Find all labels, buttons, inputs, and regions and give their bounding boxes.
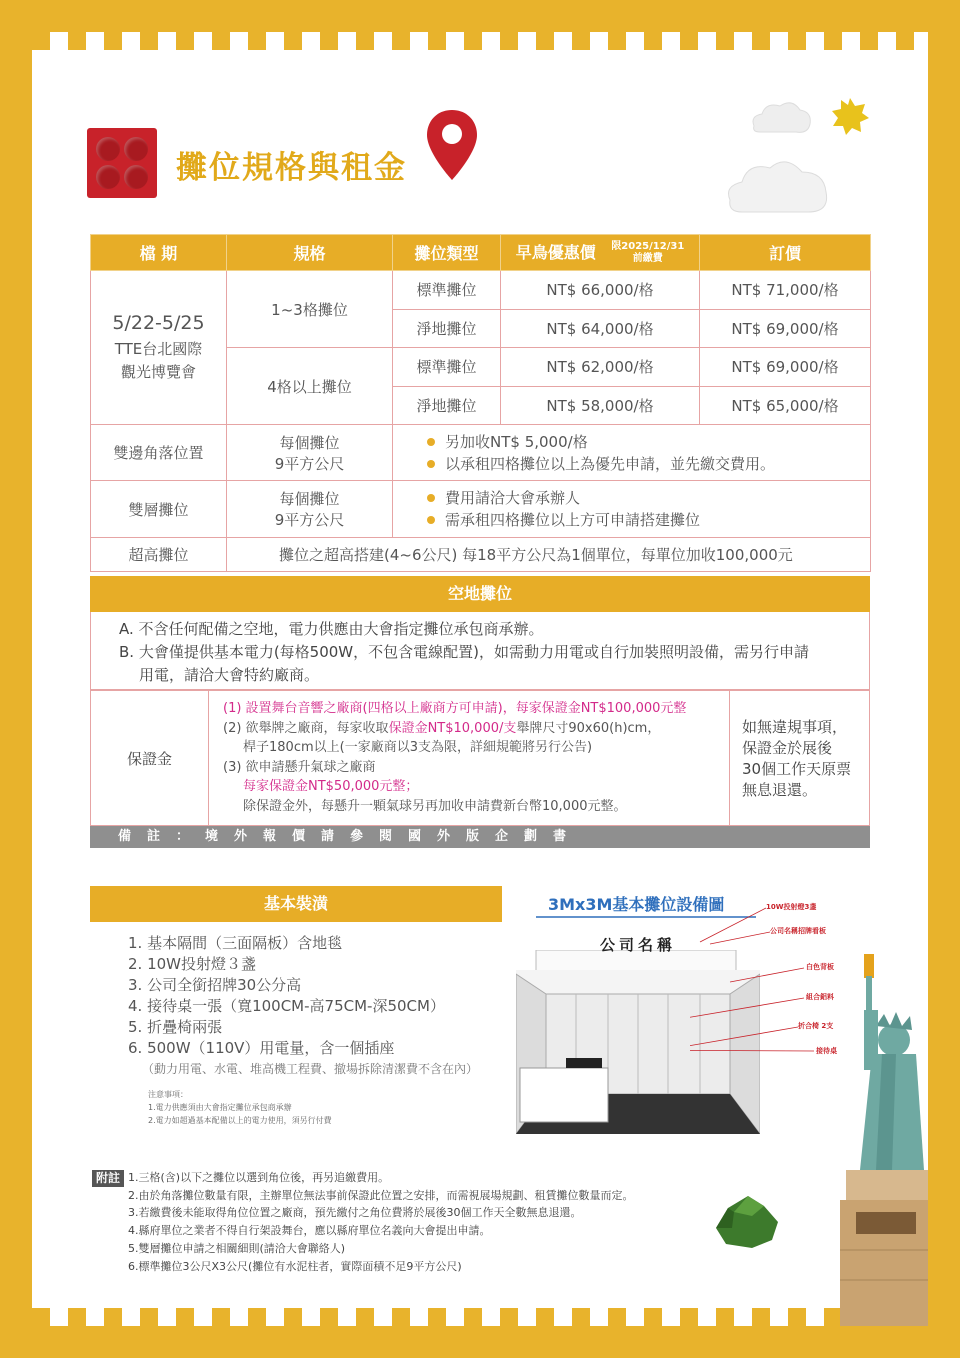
row-price: NT$ 71,000/格 [700, 271, 871, 310]
table-header-row [91, 235, 871, 271]
empty-space-box [90, 612, 870, 690]
cloud-icon [720, 150, 836, 220]
spec-1-3: 1~3格攤位 [227, 271, 393, 348]
list-item: 3.若繳費後未能取得角位位置之廠商，預先繳付之角位費將於展後30個工作天全數無息退還。 [128, 1206, 582, 1220]
deposit-line-5: 每家保證金NT$50,000元整； [243, 779, 419, 794]
list-item: 1. 基本隔間（三面隔板）含地毯 [128, 934, 343, 952]
deposit-line-4: (3) 欲申請懸升氣球之廠商 [223, 759, 376, 775]
double-row [91, 481, 871, 538]
deposit-box [90, 690, 870, 826]
corner-bullet-1: 另加收NT$ 5,000/格 [427, 431, 870, 453]
tall-text: 攤位之超高搭建(4~6公尺) 每18平方公尺為1個單位，每單位加收100,000元 [227, 538, 871, 572]
double-bullet-1: 費用請洽大會承辦人 [427, 487, 870, 509]
double-spec: 每個攤位 9平方公尺 [227, 481, 393, 538]
diagram-label: 公司名稱招牌看板 [770, 927, 826, 935]
basic-decor-notes: 注意事項： 1.電力供應須由大會指定攤位承包商承辦 2.電力如超過基本配備以上的電力使用，須另行付費 [148, 1090, 332, 1125]
list-item: 5.雙層攤位申請之相關細則(請洽大會聯絡人) [128, 1241, 346, 1255]
header-type: 攤位類型 [393, 235, 501, 271]
event-name-line-1: TTE台北國際 [114, 339, 203, 358]
lego-brick-icon [87, 128, 157, 198]
sun-icon [830, 96, 870, 136]
diagram-sign: 公司名稱 [600, 936, 677, 954]
row-price: NT$ 65,000/格 [700, 386, 871, 425]
double-notes [393, 481, 871, 538]
double-bullet-2: 需承租四格攤位以上方可申請搭建攤位 [427, 509, 870, 531]
row-early: NT$ 66,000/格 [501, 271, 700, 310]
list-item: 4.縣府單位之業者不得自行架設舞台，應以縣府單位名義向大會提出申請。 [128, 1224, 491, 1238]
deposit-line-6: 除保證金外，每懸升一顆氣球另再加收申請費新台幣10,000元整。 [243, 798, 627, 814]
header-early-label: 早鳥優惠價 [515, 242, 596, 262]
list-item: 2. 10W投射燈３盞 [128, 955, 256, 973]
list-item: 4. 接待桌一張（寬100CM-高75CM-深50CM） [128, 997, 445, 1015]
tall-label: 超高攤位 [91, 538, 227, 572]
event-date: 5/22-5/25 [112, 311, 205, 334]
event-name-line-2: 觀光博覽會 [120, 362, 196, 381]
corner-row [91, 425, 871, 481]
corner-spec: 每個攤位 9平方公尺 [227, 425, 393, 481]
table-row [91, 271, 871, 310]
list-item: 6.標準攤位3公尺X3公尺(攤位有水泥柱者，實際面積不足9平方公尺) [128, 1259, 462, 1273]
diagram-label: 白色背板 [806, 963, 834, 971]
tall-row [91, 538, 871, 572]
cloud-icon [746, 96, 816, 138]
header-price: 訂價 [700, 235, 871, 271]
row-type: 淨地攤位 [393, 309, 501, 348]
list-item: 3. 公司全銜招牌30公分高 [128, 976, 302, 994]
double-label: 雙層攤位 [91, 481, 227, 538]
notes-tag: 附註 [92, 1170, 124, 1187]
diagram-title: 3Mx3M基本攤位設備圖 [548, 895, 725, 914]
basic-decor-list [128, 933, 478, 1080]
notes-list [128, 1169, 634, 1275]
list-item-sub: （動力用電、水電、堆高機工程費、撤場拆除清潔費不含在內） [142, 1062, 479, 1076]
top-border-ticks [32, 32, 928, 50]
row-early: NT$ 62,000/格 [501, 348, 700, 387]
spec-4-plus: 4格以上攤位 [227, 348, 393, 425]
deposit-details [223, 699, 723, 816]
deposit-refund: 如無違規事項， 保證金於展後 30個工作天原票 無息退還。 [729, 691, 869, 825]
lego-bush-icon [712, 1192, 784, 1254]
deposit-line-1: (1) 設置舞台音響之廠商(四格以上廠商方可申請)，每家保證金NT$100,000元整 [223, 701, 687, 716]
row-early: NT$ 58,000/格 [501, 386, 700, 425]
remarks-bar: 備註：境外報價請參閱國外版企劃書 [90, 826, 870, 848]
corner-notes [393, 425, 871, 481]
empty-space-b-2: 用電，請洽大會特約廠商。 [139, 666, 320, 684]
basic-decor-title: 基本裝潢 [90, 886, 502, 922]
list-item: 6. 500W（110V）用電量，含一個插座 [128, 1039, 395, 1057]
diagram-leader-lines [690, 900, 860, 1060]
list-item: 2.由於角落攤位數量有限，主辦單位無法事前保證此位置之安排，而需視展場規劃、租賃攤位數量而定。 [128, 1188, 634, 1202]
map-pin-icon [424, 108, 480, 182]
row-type: 標準攤位 [393, 348, 501, 387]
header-early [501, 235, 700, 271]
corner-label: 雙邊角落位置 [91, 425, 227, 481]
list-item: 5. 折疊椅兩張 [128, 1018, 223, 1036]
empty-space-b-1: B. 大會僅提供基本電力(每格500W，不包含電線配置)，如需動力用電或自行加裝照明設備，需另行申請 [119, 643, 809, 661]
price-table [90, 234, 871, 572]
row-type: 標準攤位 [393, 271, 501, 310]
row-early: NT$ 64,000/格 [501, 309, 700, 348]
list-item: 1.三格(含)以下之攤位以選到角位後，再另追繳費用。 [128, 1171, 390, 1184]
header-early-note: 限2025/12/31 前繳費 [611, 241, 685, 265]
diagram-label: 10W投射燈3盞 [766, 903, 817, 911]
deposit-line-3: 桿子180cm以上(一家廠商以3支為限，詳細規範將另行公告) [243, 740, 593, 755]
empty-space-title: 空地攤位 [90, 576, 870, 612]
row-type: 淨地攤位 [393, 386, 501, 425]
diagram-label: 折合椅 2支 [798, 1022, 834, 1030]
row-price: NT$ 69,000/格 [700, 309, 871, 348]
deposit-label: 保證金 [91, 691, 209, 825]
row-price: NT$ 69,000/格 [700, 348, 871, 387]
page-title: 攤位規格與租金 [176, 150, 407, 186]
empty-space-a: A. 不含任何配備之空地，電力供應由大會指定攤位承包商承辦。 [119, 620, 544, 638]
header-spec: 規格 [227, 235, 393, 271]
header-period: 檔 期 [91, 235, 227, 271]
bottom-border-ticks [32, 1308, 928, 1326]
corner-bullet-2: 以承租四格攤位以上為優先申請，並先繳交費用。 [427, 453, 870, 475]
statue-of-liberty-icon [836, 950, 928, 1326]
deposit-line-2: (2) 欲舉牌之廠商，每家收取保證金NT$10,000/支舉牌尺寸90x60(h)cm， [223, 720, 661, 736]
diagram-label: 組合鋁料 [806, 993, 834, 1001]
event-cell [91, 271, 227, 425]
diagram-label: 接待桌 [816, 1047, 837, 1055]
